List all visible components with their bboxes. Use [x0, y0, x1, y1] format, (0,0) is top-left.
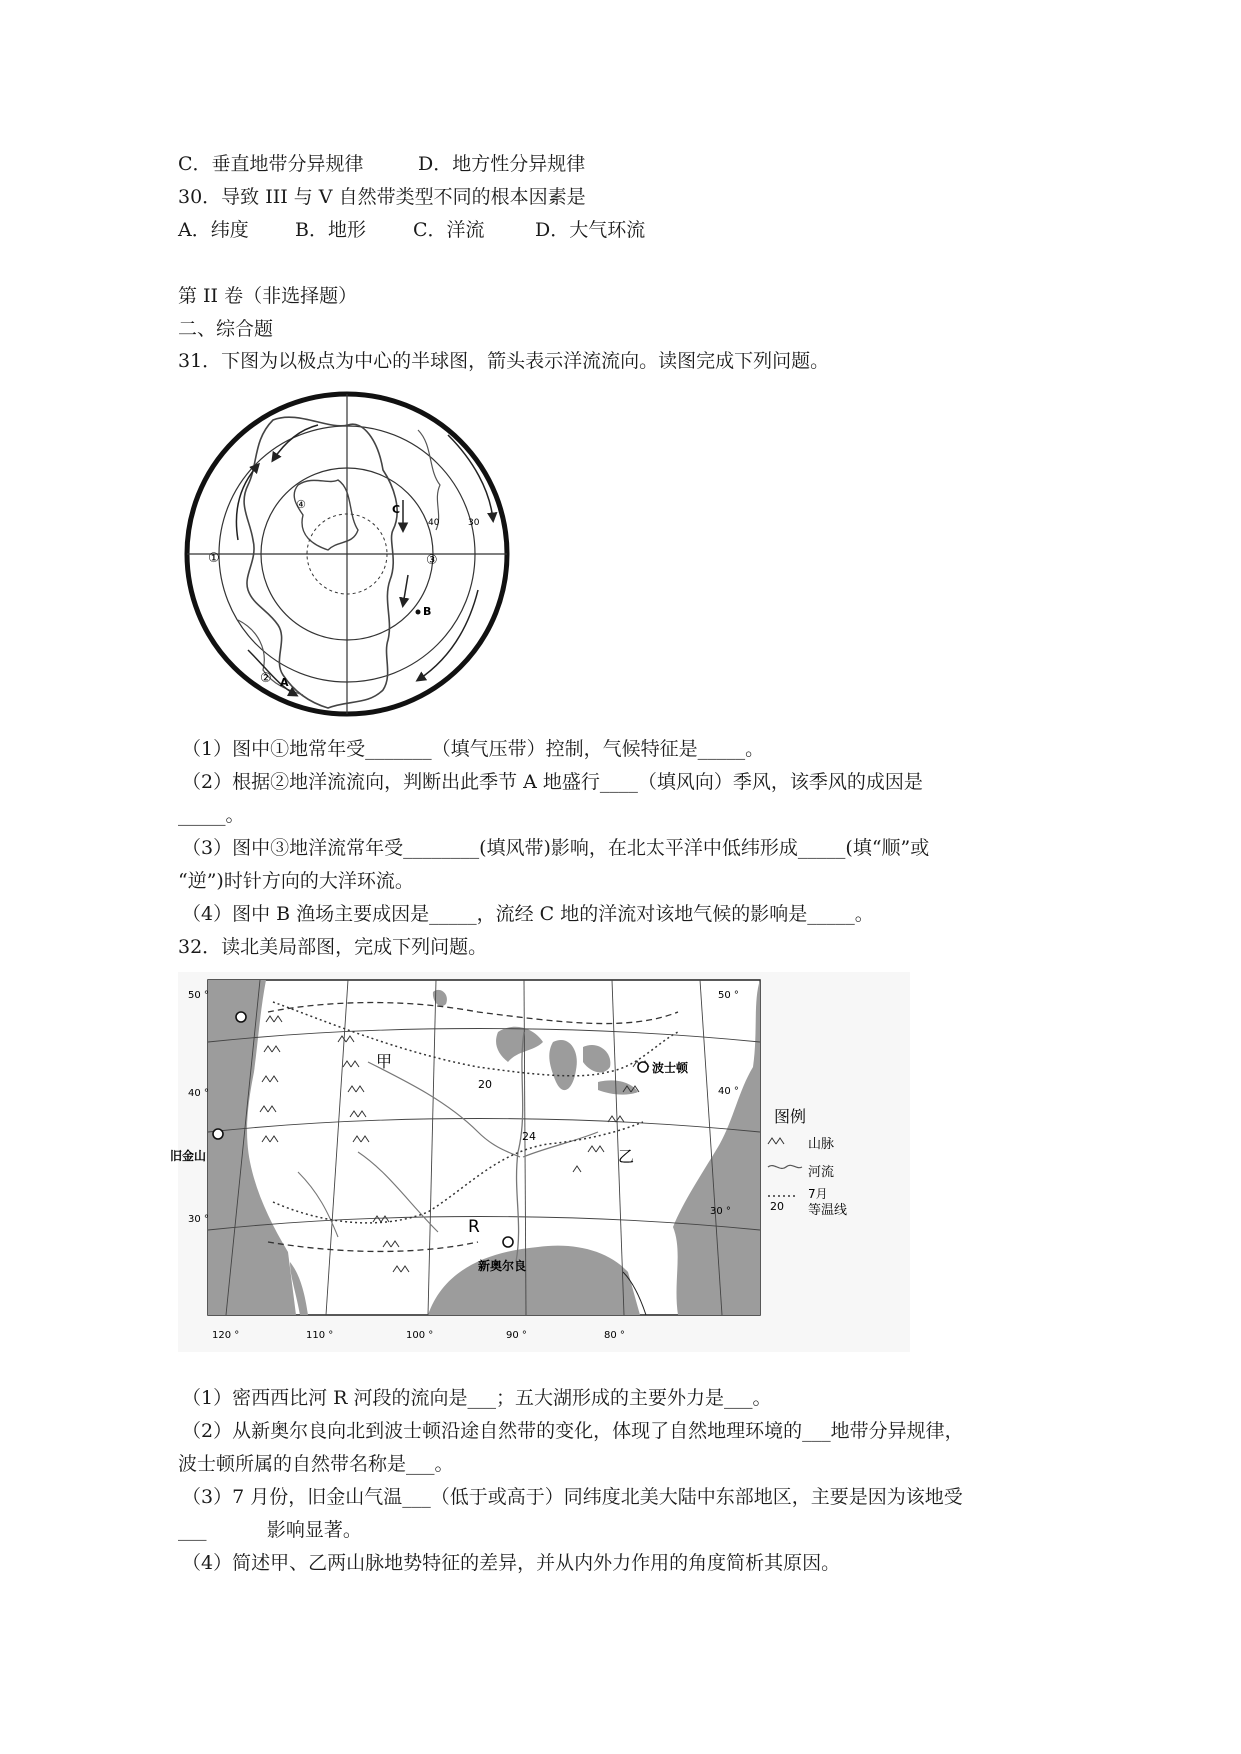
city-boston-marker: [638, 1062, 648, 1072]
q31-sub2-b: _____。: [178, 804, 245, 826]
q30-stem: 30．导致 III 与 V 自然带类型不同的根本因素是: [178, 186, 586, 208]
q31-sub1: （1）图中①地常年受_______（填气压带）控制，气候特征是_____。: [182, 738, 765, 760]
map1-label-a: A: [280, 676, 289, 689]
label-lat40-l: 40 °: [188, 1088, 209, 1099]
q31-sub3-b: “逆”)时针方向的大洋环流。: [178, 870, 414, 892]
label-lon120: 120 °: [212, 1330, 240, 1341]
q31-sub3-a: （3）图中③地洋流常年受________(填风带)影响，在北太平洋中低纬形成_____(填“顺”或: [182, 837, 930, 859]
q31-polar-map: [178, 390, 516, 718]
label-no: 新奥尔良: [478, 1259, 527, 1273]
map1-label-lat40: 40: [428, 518, 440, 528]
q29-option-d: D．地方性分异规律: [418, 153, 586, 175]
map1-label-4: ④: [296, 498, 306, 511]
q30-option-b: B．地形: [295, 219, 366, 241]
q32-sub4: （4）简述甲、乙两山脉地势特征的差异，并从内外力作用的角度简析其原因。: [182, 1552, 841, 1574]
legend-iso-text: 等温线: [808, 1203, 848, 1218]
legend-iso-num: 20: [770, 1200, 784, 1213]
map1-label-1: ①: [208, 551, 220, 566]
city-no-marker: [503, 1237, 513, 1247]
q31-stem: 31．下图为以极点为中心的半球图，箭头表示洋流流向。读图完成下列问题。: [178, 350, 830, 372]
section-part: 二、综合题: [178, 318, 274, 340]
q30-option-a: A．纬度: [178, 219, 249, 241]
label-r: R: [468, 1217, 480, 1237]
label-yi: 乙: [618, 1147, 635, 1166]
q32-sub2-b: 波士顿所属的自然带名称是___。: [178, 1453, 454, 1475]
q32-sub1: （1）密西西比河 R 河段的流向是___；五大湖形成的主要外力是___。: [182, 1387, 772, 1409]
label-lon100: 100 °: [406, 1330, 434, 1341]
label-lat30-r: 30 °: [710, 1206, 731, 1217]
label-boston: 波士顿: [652, 1061, 689, 1075]
q32-sub2-a: （2）从新奥尔良向北到波士顿沿途自然带的变化，体现了自然地理环境的___地带分异规律，: [182, 1420, 964, 1442]
q29-options: [178, 150, 585, 178]
label-lon90: 90 °: [506, 1330, 527, 1341]
q32-sub3-a: （3）7 月份，旧金山气温___（低于或高于）同纬度北美大陆中东部地区，主要是因为该地受: [182, 1486, 963, 1508]
label-lon110: 110 °: [306, 1330, 334, 1341]
label-sf: 旧金山: [170, 1149, 207, 1163]
legend-title: 图例: [774, 1107, 807, 1126]
legend-iso-month: 7月: [808, 1187, 828, 1201]
section-title: 第 II 卷（非选择题）: [178, 285, 358, 307]
label-lon80: 80 °: [604, 1330, 625, 1341]
q30-options: [178, 216, 645, 244]
map1-label-lat30: 30: [468, 518, 480, 528]
map1-label-c: C: [392, 503, 401, 516]
map1-label-2: ②: [260, 671, 272, 686]
legend-river: 河流: [808, 1165, 835, 1180]
label-lat40-r: 40 °: [718, 1086, 739, 1097]
q32-stem: 32．读北美局部图，完成下列问题。: [178, 936, 488, 958]
q32-sub3-b: ___ 影响显著。: [178, 1519, 362, 1541]
label-lat50-r: 50 °: [718, 990, 739, 1001]
q29-option-c: C．垂直地带分异规律: [178, 153, 364, 175]
q30-option-c: C．洋流: [413, 219, 485, 241]
map1-label-3: ③: [426, 553, 438, 568]
label-iso20: 20: [478, 1078, 492, 1091]
legend-mountain: 山脉: [808, 1137, 835, 1152]
q31-sub4: （4）图中 B 渔场主要成因是_____，流经 C 地的洋流对该地气候的影响是_____。: [182, 903, 874, 925]
label-lat30-l: 30 °: [188, 1214, 209, 1225]
q32-north-america-map: [170, 972, 910, 1352]
label-jia: 甲: [376, 1052, 393, 1071]
city-sf-marker: [213, 1129, 223, 1139]
q31-sub2-a: （2）根据②地洋流流向，判断出此季节 A 地盛行____（填风向）季风，该季风的成因是: [182, 771, 923, 793]
map1-label-b: B: [423, 605, 432, 618]
label-iso24: 24: [522, 1130, 536, 1143]
q30-option-d: D．大气环流: [535, 219, 646, 241]
label-lat50-l: 50 °: [188, 990, 209, 1001]
